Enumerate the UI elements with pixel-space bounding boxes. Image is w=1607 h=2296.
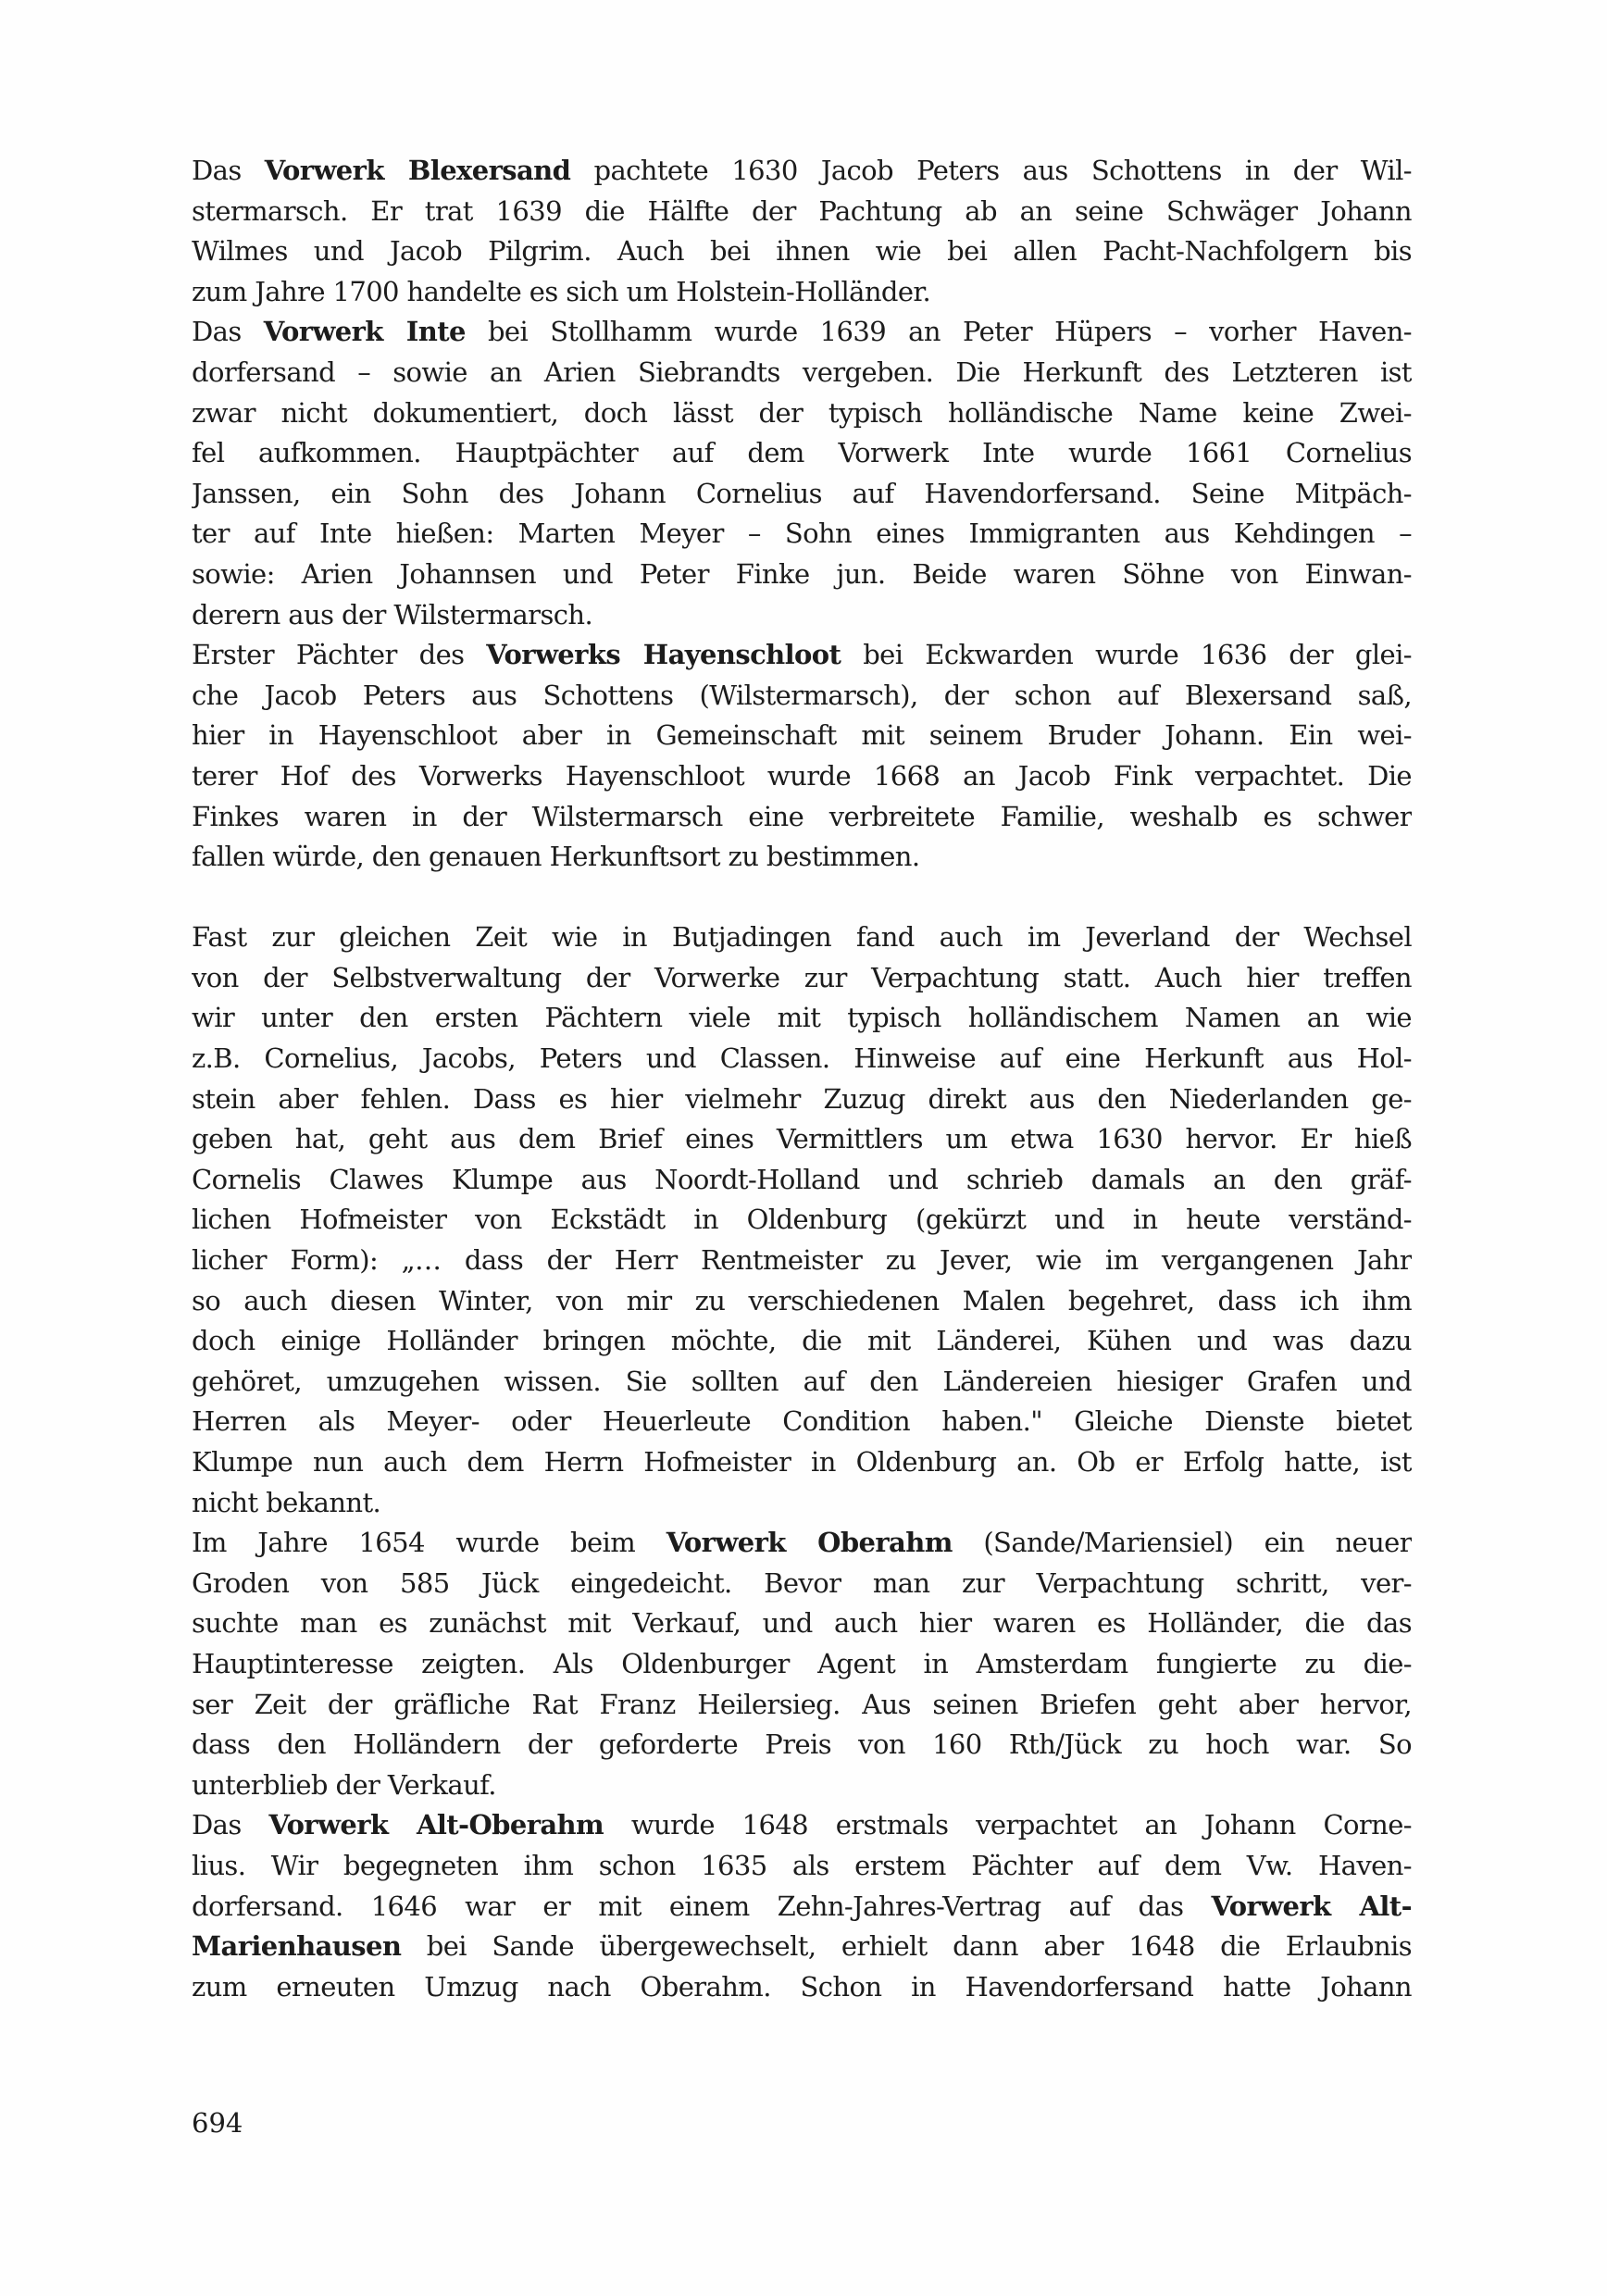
text-run: Das — [192, 155, 265, 186]
text-run: Finkes waren in der Wilstermarsch eine verbreitete Familie, weshalb es schwer — [192, 800, 1412, 832]
text-line — [192, 1887, 1412, 1928]
text-run: bei Stollhamm wurde 1639 an Peter Hüpers – vorher Haven- — [465, 316, 1412, 348]
text-run: Fast zur gleichen Zeit wie in Butjadingen fand auch im Jeverland der Wechsel — [192, 921, 1412, 954]
text-run: lichen Hofmeister von Eckstädt in Oldenburg (gekürzt und in heute verständ- — [192, 1204, 1412, 1236]
text-line — [192, 1241, 1412, 1281]
text-run: wir unter den ersten Pächtern viele mit typisch holländischem Namen an wie — [192, 1002, 1412, 1034]
text-run: Klumpe nun auch dem Herrn Hofmeister in Oldenburg an. Ob er Erfolg hatte, ist — [192, 1446, 1412, 1478]
bold-term: Vorwerks Hayenschloot — [486, 639, 841, 671]
paragraph-hayenschloot — [192, 635, 1412, 878]
text-line — [192, 958, 1412, 999]
text-run: geben hat, geht aus dem Brief eines Vermittlers um etwa 1630 hervor. Er hieß — [192, 1123, 1412, 1155]
text-line — [192, 1927, 1412, 1967]
bold-term: Vorwerk Inte — [263, 316, 466, 348]
text-line — [192, 1644, 1412, 1685]
text-run: doch einige Holländer bringen möchte, die mit Länderei, Kühen und was dazu — [192, 1325, 1412, 1357]
text-line — [192, 635, 1412, 676]
bold-term: Vorwerk Blexersand — [264, 155, 571, 186]
text-line — [192, 1725, 1412, 1766]
text-line — [192, 756, 1412, 797]
text-line — [192, 1846, 1412, 1887]
paragraph-alt-oberahm — [192, 1805, 1412, 2007]
text-run: sowie: Arien Johannsen und Peter Finke jun. Beide waren Söhne von Einwan- — [192, 557, 1412, 590]
text-line — [192, 676, 1412, 717]
text-line — [192, 514, 1412, 555]
text-run: Hauptinteresse zeigten. Als Oldenburger Agent in Amsterdam fungierte zu die- — [192, 1647, 1412, 1679]
text-run: Im Jahre 1654 wurde beim — [192, 1527, 666, 1559]
text-line — [192, 474, 1412, 515]
text-run: bei Sande übergewechselt, erhielt dann aber 1648 die Erlaubnis — [401, 1930, 1412, 1963]
text-run: Groden von 585 Jück eingedeicht. Bevor man zur Verpachtung schritt, ver- — [192, 1566, 1412, 1599]
text-line — [192, 1564, 1412, 1604]
bold-term: Vorwerk Alt- — [1211, 1890, 1412, 1922]
paragraph-gap — [192, 878, 1412, 918]
text-line — [192, 1967, 1412, 2008]
text-run: ter auf Inte hießen: Marten Meyer – Sohn eines Immigranten aus Kehdingen – — [192, 518, 1412, 550]
paragraph-jeverland — [192, 917, 1412, 1523]
text-line — [192, 1603, 1412, 1644]
text-line — [192, 1402, 1412, 1442]
text-run: fallen würde, den genauen Herkunftsort zu bestimmen. — [192, 841, 920, 873]
text-line — [192, 1523, 1412, 1564]
text-run: fel aufkommen. Hauptpächter auf dem Vorwerk Inte wurde 1661 Cornelius — [192, 437, 1412, 469]
text-run: stermarsch. Er trat 1639 die Hälfte der Pachtung ab an seine Schwäger Johann — [192, 194, 1412, 227]
paragraph-blexersand — [192, 151, 1412, 312]
text-run: gehöret, umzugehen wissen. Sie sollten auf den Ländereien hiesiger Grafen und — [192, 1365, 1412, 1397]
text-run: licher Form): „… dass der Herr Rentmeister zu Jever, wie im vergangenen Jahr — [192, 1244, 1412, 1277]
text-line — [192, 1119, 1412, 1160]
text-run: suchte man es zunächst mit Verkauf, und auch hier waren es Holländer, die das — [192, 1607, 1412, 1640]
text-run: von der Selbstverwaltung der Vorwerke zur Verpachtung statt. Auch hier treffen — [192, 961, 1412, 993]
text-line — [192, 1281, 1412, 1322]
text-line — [192, 1766, 1412, 1806]
text-run: Cornelis Clawes Klumpe aus Noordt-Holland und schrieb damals an den gräf- — [192, 1163, 1412, 1195]
text-run: pachtete 1630 Jacob Peters aus Schottens in der Wil- — [570, 155, 1412, 186]
text-line — [192, 1160, 1412, 1201]
text-line — [192, 1200, 1412, 1241]
text-run: zum Jahre 1700 handelte es sich um Holstein-Holländer. — [192, 275, 931, 307]
text-line — [192, 151, 1412, 192]
text-run: dass den Holländern der geforderte Preis von 160 Rth/Jück zu hoch war. So — [192, 1728, 1412, 1761]
text-line — [192, 797, 1412, 838]
text-run: dorfersand – sowie an Arien Siebrandts vergeben. Die Herkunft des Letzteren ist — [192, 356, 1412, 388]
text-line — [192, 1362, 1412, 1403]
text-run: hier in Hayenschloot aber in Gemeinschaft mit seinem Bruder Johann. Ein wei- — [192, 719, 1412, 752]
text-run: derern aus der Wilstermarsch. — [192, 598, 593, 630]
text-line — [192, 998, 1412, 1039]
page-number: 694 — [192, 2107, 243, 2139]
text-line — [192, 1805, 1412, 1846]
text-run: ser Zeit der gräfliche Rat Franz Heilersieg. Aus seinen Briefen geht aber hervor, — [192, 1688, 1412, 1720]
text-run: Erster Pächter des — [192, 639, 487, 671]
text-line — [192, 1039, 1412, 1079]
bold-term: Vorwerk Alt-Oberahm — [268, 1809, 604, 1841]
text-line — [192, 595, 1412, 636]
text-line — [192, 272, 1412, 313]
text-run: Das — [192, 1809, 269, 1841]
text-run: bei Eckwarden wurde 1636 der glei- — [841, 639, 1412, 671]
text-line — [192, 1483, 1412, 1524]
text-line — [192, 192, 1412, 232]
bold-term: Marienhausen — [192, 1930, 402, 1963]
text-run: Herren als Meyer- oder Heuerleute Condition haben." Gleiche Dienste bietet — [192, 1405, 1412, 1438]
text-run: lius. Wir begegneten ihm schon 1635 als erstem Pächter auf dem Vw. Haven- — [192, 1849, 1412, 1881]
text-line — [192, 433, 1412, 474]
text-line — [192, 837, 1412, 878]
text-run: terer Hof des Vorwerks Hayenschloot wurde 1668 an Jacob Fink verpachtet. Die — [192, 759, 1412, 792]
text-run: dorfersand. 1646 war er mit einem Zehn-Jahres-Vertrag auf das — [192, 1890, 1212, 1922]
text-line — [192, 917, 1412, 958]
text-line — [192, 716, 1412, 756]
text-run: Das — [192, 316, 264, 348]
text-run: zum erneuten Umzug nach Oberahm. Schon in Havendorfersand hatte Johann — [192, 1970, 1412, 2003]
text-line — [192, 555, 1412, 595]
text-run: unterblieb der Verkauf. — [192, 1768, 496, 1801]
text-run: che Jacob Peters aus Schottens (Wilstermarsch), der schon auf Blexersand saß, — [192, 679, 1412, 711]
text-run: nicht bekannt. — [192, 1486, 381, 1518]
text-line — [192, 353, 1412, 393]
text-run: z.B. Cornelius, Jacobs, Peters und Classen. Hinweise auf eine Herkunft aus Hol- — [192, 1042, 1412, 1075]
text-line — [192, 312, 1412, 353]
text-run: Janssen, ein Sohn des Johann Cornelius auf Havendorfersand. Seine Mitpäch- — [192, 477, 1412, 509]
text-run: Wilmes und Jacob Pilgrim. Auch bei ihnen wie bei allen Pacht-Nachfolgern bis — [192, 235, 1412, 268]
text-run: (Sande/Mariensiel) ein neuer — [952, 1527, 1412, 1559]
text-line — [192, 1321, 1412, 1362]
paragraph-inte — [192, 312, 1412, 635]
text-run: stein aber fehlen. Dass es hier vielmehr Zuzug direkt aus den Niederlanden ge- — [192, 1082, 1412, 1115]
text-line — [192, 1079, 1412, 1120]
paragraph-oberahm — [192, 1523, 1412, 1805]
text-column — [192, 151, 1412, 2007]
text-line — [192, 1685, 1412, 1726]
text-line — [192, 393, 1412, 434]
text-line — [192, 231, 1412, 272]
text-run: wurde 1648 erstmals verpachtet an Johann Corne- — [604, 1809, 1412, 1841]
text-line — [192, 1442, 1412, 1483]
text-run: zwar nicht dokumentiert, doch lässt der typisch holländische Name keine Zwei- — [192, 396, 1412, 429]
text-run: so auch diesen Winter, von mir zu verschiedenen Malen begehret, dass ich ihm — [192, 1284, 1412, 1316]
bold-term: Vorwerk Oberahm — [666, 1527, 953, 1559]
